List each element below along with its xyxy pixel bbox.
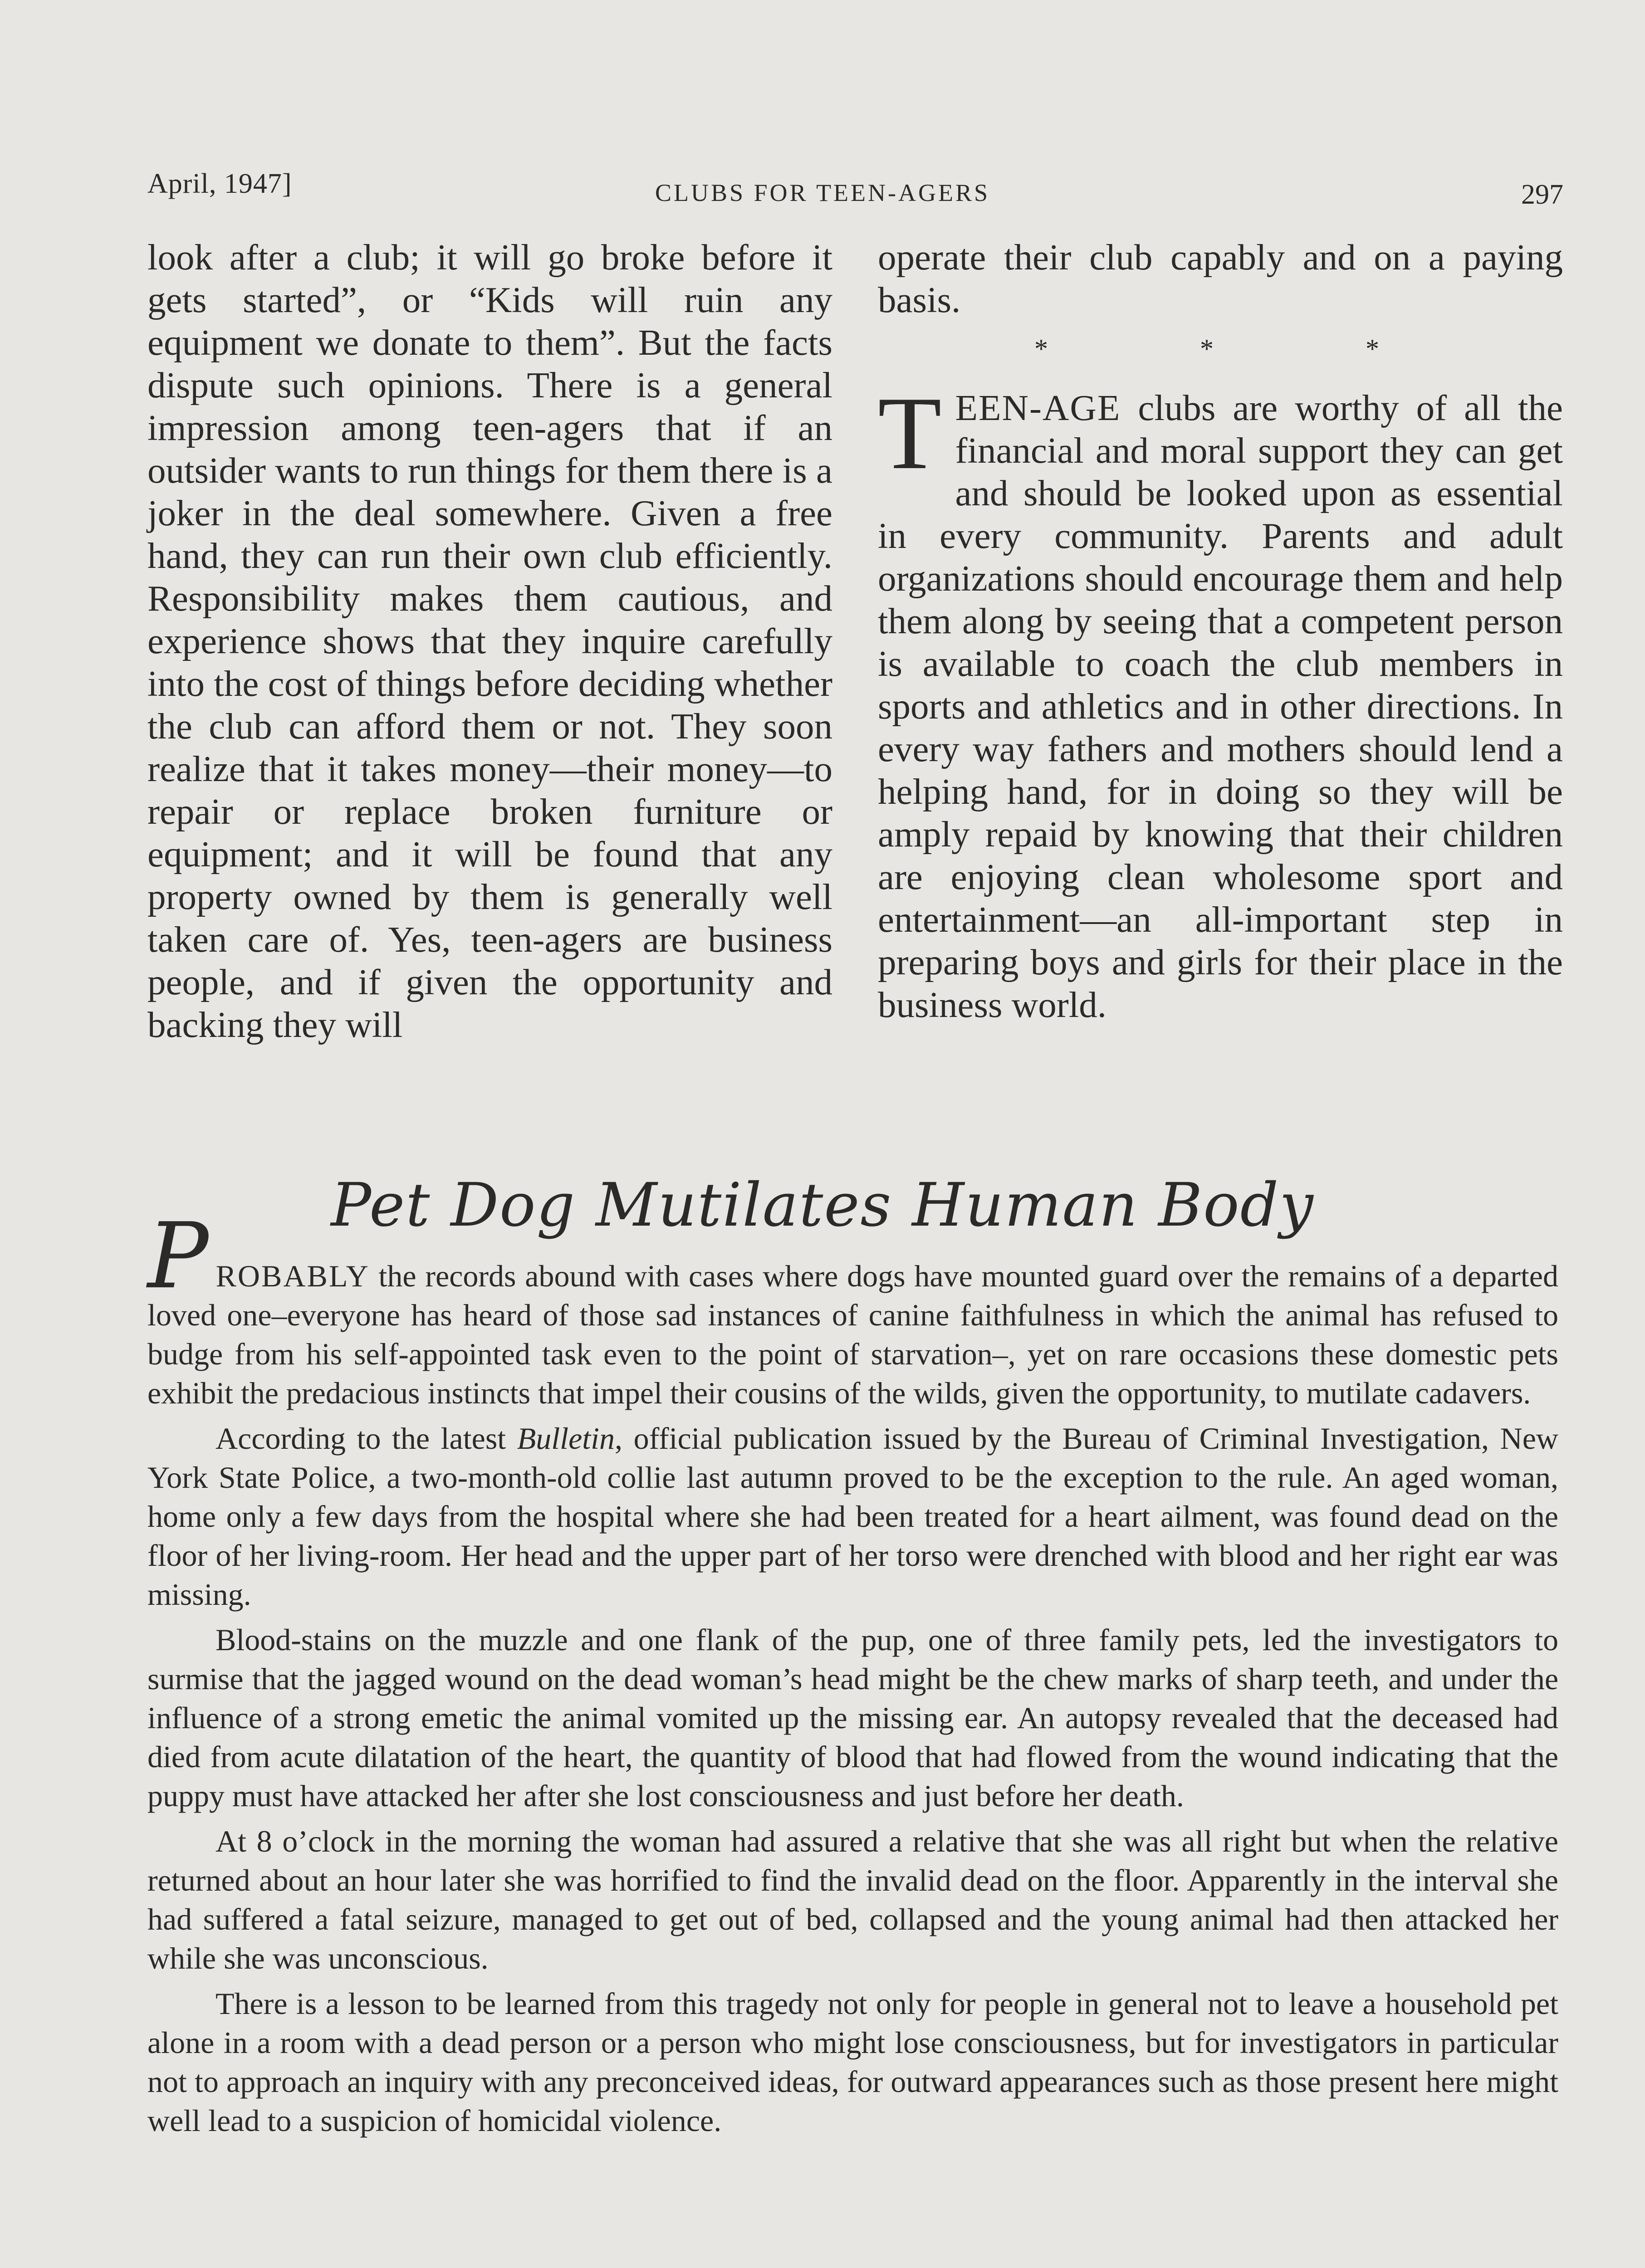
drop-cap-t: T: [878, 375, 942, 491]
running-head: [0, 168, 1645, 213]
article-title: Pet Dog Mutilates Human Body: [331, 1170, 1314, 1240]
lead-smallcaps: EEN-AGE: [955, 387, 1121, 428]
article-paragraph: Blood-stains on the muzzle and one flank of the pup, one of three family pets, led the investigators to surmise that the jagged wound on the dead woman’s head might be the chew marks of sharp teeth, and under the influence of a strong emetic the animal vomited up the missing ear. An autopsy revealed that the deceased had died from acute dilatation of the heart, the quantity of blood that had flowed from the wound indicating that the puppy must have attacked her after she lost consciousness and just before her death.: [147, 1623, 1558, 1813]
right-column: [878, 236, 1563, 1026]
right-column-continuation: operate their club capably and on a paying basis.: [878, 237, 1563, 320]
issue-date: April, 1947]: [147, 168, 292, 199]
section-title: CLUBS FOR TEEN-AGERS: [655, 179, 990, 206]
article-paragraph: There is a lesson to be learned from this tragedy not only for people in general not to leave a household pet alone in a room with a dead person or a person who might lose consciousness, but for investigators in particular not to approach an inquiry with any preconceived ideas, for outward appearances such as those present here might well lead to a suspicion of homicidal violence.: [147, 1986, 1558, 2138]
paragraph-lead-smallcaps: ROBABLY: [215, 1259, 370, 1293]
right-column-paragraph: [878, 375, 1563, 1026]
paragraph-text: the records abound with cases where dogs have mounted guard over the remains of a departed loved one–everyone has heard of those sad instances of canine faithfulness in which the animal has refused to budge from his self-appointed task even to the point of starvation–, yet on rare occasions these domestic pets exhibit the predacious instincts that impel their cousins of the wilds, given the opportunity, to mutilate cadavers.: [147, 1259, 1558, 1410]
left-column-text: look after a club; it will go broke before it gets started”, or “Kids will ruin any equipment we donate to them”. But the facts dispute such opinions. There is a general impression among teen-agers that if an outsider wants to run things for them there is a joker in the deal somewhere. Given a free hand, they can run their own club efficiently. Responsibility makes them cautious, and experience shows that they inquire carefully into the cost of things before deciding whether the club can afford them or not. They soon realize that it takes money—their money—to repair or replace broken furniture or equipment; and it will be found that any property owned by them is generally well taken care of. Yes, teen-agers are business people, and if given the opportunity and backing they will: [147, 237, 832, 1045]
right-column-text: clubs are worthy of all the financial and moral support they can get and should be looked upon as essential in every community. Parents and adult organizations should encourage them and help them along by seeing that a competent person is available to coach the club members in sports and athletics and in other directions. In every way fathers and mothers should lend a helping hand, for in doing so they will be amply repaid by knowing that their children are enjoying clean wholesome sport and entertainment—an all-important step in preparing boys and girls for their place in the business world.: [878, 387, 1563, 1025]
page-number: 297: [1521, 179, 1563, 210]
paragraph-text: According to the latest: [215, 1421, 517, 1456]
left-column: [147, 236, 832, 1046]
bulletin-title: Bulletin: [517, 1421, 615, 1456]
article-paragraph: [147, 1419, 1558, 1614]
paragraph-text: , official publication issued by the Bureau of Criminal Investigation, New York State Police, a two-month-old collie last autumn proved to be the exception to the rule. An aged woman, home only a few days from the hospital where she had been treated for a heart ailment, was found dead on the floor of her living-room. Her head and the upper part of her torso were drenched with blood and her right ear was missing.: [147, 1421, 1559, 1612]
drop-cap-p: P: [147, 1203, 209, 1309]
article-paragraph: At 8 o’clock in the morning the woman had assured a relative that she was all right but when the relative returned about an hour later she was horrified to find the invalid dead on the floor. Apparently in the interval she had suffered a fatal seizure, managed to get out of bed, collapsed and the young animal had then attacked her while she was unconscious.: [147, 1824, 1558, 1975]
section-separator: * * *: [1034, 334, 1452, 364]
